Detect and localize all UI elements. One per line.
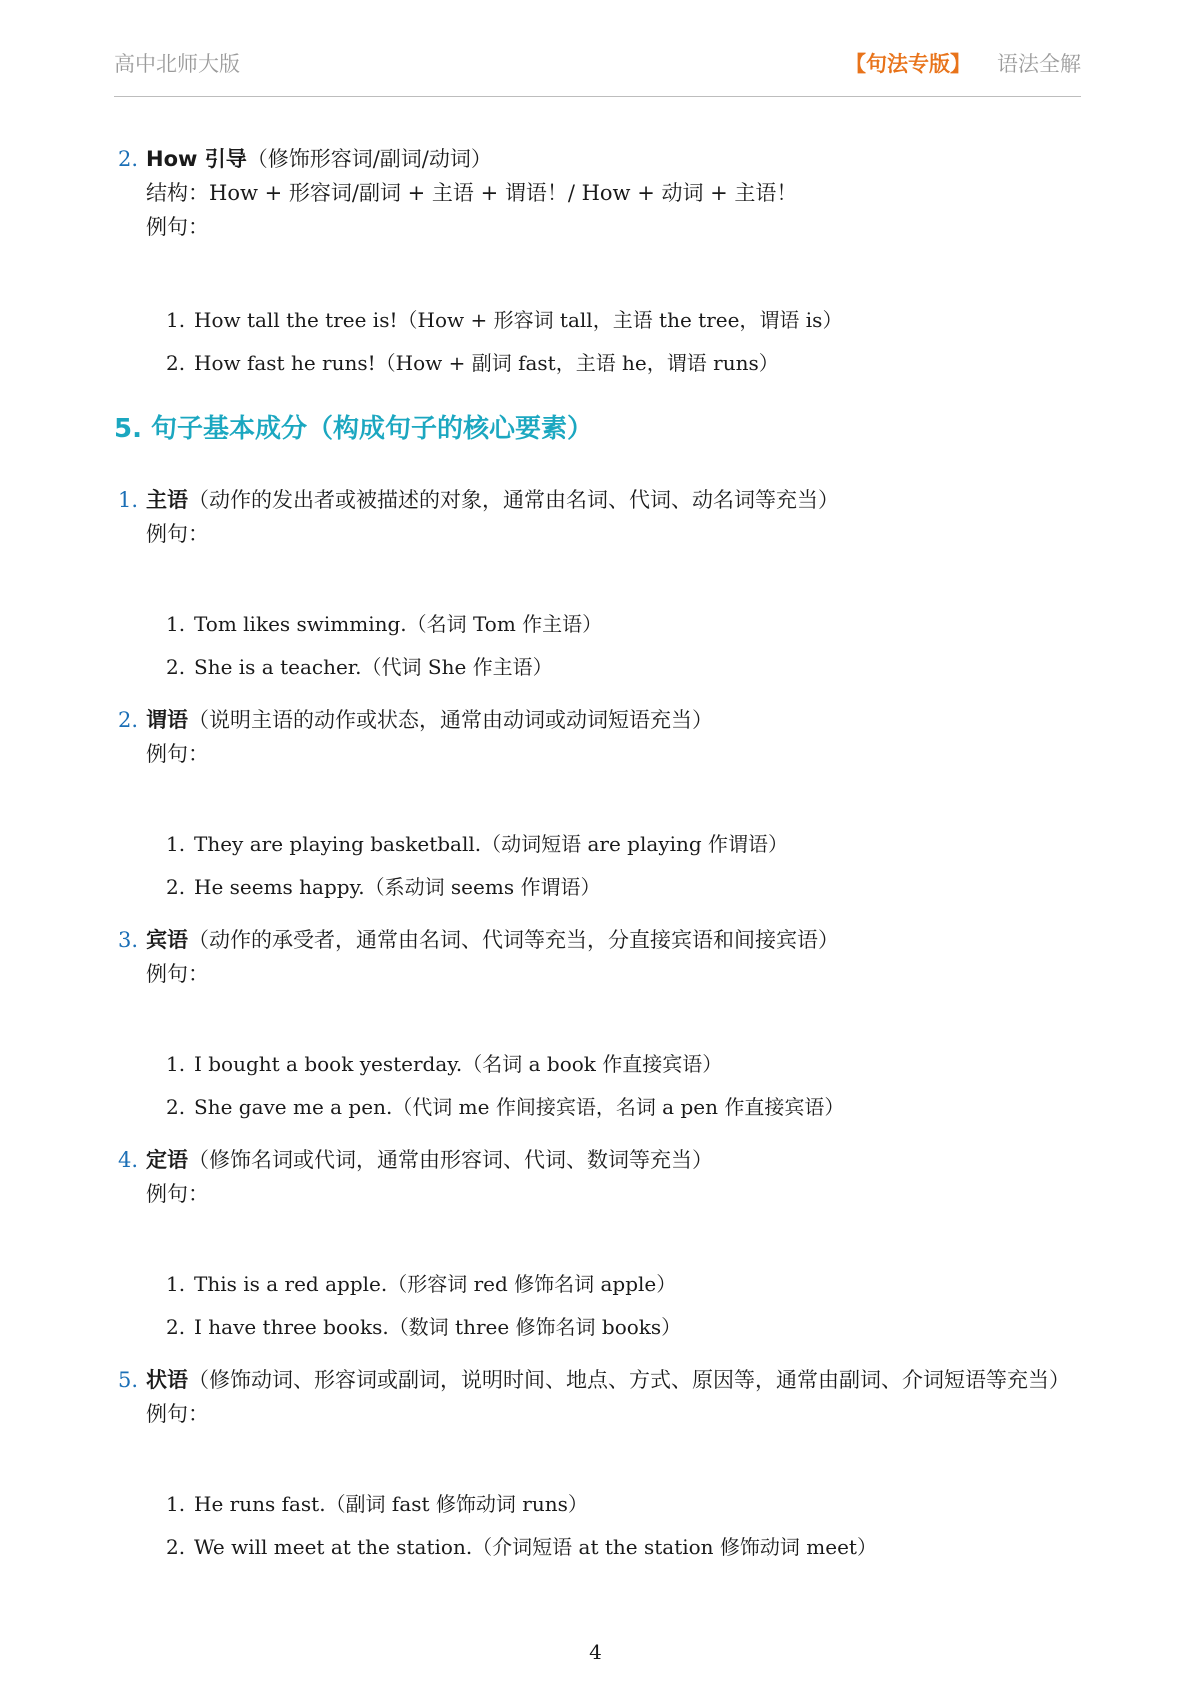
section-title: 5. 句子基本成分（构成句子的核心要素）: [114, 414, 594, 444]
item-number: 1.: [118, 488, 139, 512]
example-number: 2.: [166, 1095, 186, 1119]
header-tag: 【句法专版】: [845, 52, 971, 76]
example-label: 例句：: [146, 962, 209, 986]
item-desc: （动作的发出者或被描述的对象，通常由名词、代词、动名词等充当）: [188, 488, 839, 512]
page-number: 4: [589, 1640, 602, 1664]
example-label: 例句：: [146, 742, 209, 766]
how-examples: [166, 299, 1101, 385]
example-number: 2.: [166, 351, 186, 375]
example-number: 1.: [166, 612, 186, 636]
examples-list: [166, 823, 1101, 909]
example-number: 1.: [166, 832, 186, 856]
item-term: 宾语: [146, 928, 188, 952]
example-text: We will meet at the station.（介词短语 at the station 修饰动词 meet）: [194, 1535, 877, 1559]
item-title: [118, 1143, 1101, 1177]
example-label: 例句：: [146, 1402, 209, 1426]
example-item: [166, 646, 1101, 689]
item-term: 谓语: [146, 708, 188, 732]
example-number: 1.: [166, 1052, 186, 1076]
example-number: 1.: [166, 308, 186, 332]
example-item: [166, 866, 1101, 909]
example-item: [166, 299, 1101, 342]
example-text: She is a teacher.（代词 She 作主语）: [194, 655, 553, 679]
example-number: 2.: [166, 875, 186, 899]
examples-list: [166, 603, 1101, 689]
item-number: 5.: [118, 1368, 139, 1392]
example-label: 例句：: [146, 215, 209, 239]
item-number: 2.: [118, 708, 139, 732]
example-number: 2.: [166, 655, 186, 679]
example-number: 2.: [166, 1315, 186, 1339]
example-text: I bought a book yesterday.（名词 a book 作直接宾语）: [194, 1052, 723, 1076]
item-title: [118, 1363, 1101, 1397]
item-desc: （修饰形容词/副词/动词）: [246, 147, 492, 171]
header-subtitle: 语法全解: [997, 52, 1081, 76]
example-number: 2.: [166, 1535, 186, 1559]
item-term: 定语: [146, 1148, 188, 1172]
example-text: He runs fast.（副词 fast 修饰动词 runs）: [194, 1492, 588, 1516]
page-header: [114, 44, 1081, 97]
how-item: [118, 142, 1101, 244]
item-term: 状语: [146, 1368, 188, 1392]
example-text: He seems happy.（系动词 seems 作谓语）: [194, 875, 601, 899]
item-term: 主语: [146, 488, 188, 512]
structure-line: 结构：How + 形容词/副词 + 主语 + 谓语！/ How + 动词 + 主语！: [146, 181, 798, 205]
example-number: 1.: [166, 1272, 186, 1296]
example-item: [166, 342, 1101, 385]
item-desc: （动作的承受者，通常由名词、代词等充当，分直接宾语和间接宾语）: [188, 928, 839, 952]
example-item: [166, 603, 1101, 646]
component-item: [118, 1143, 1101, 1211]
item-title: [118, 142, 1101, 176]
item-desc: （说明主语的动作或状态，通常由动词或动词短语充当）: [188, 708, 713, 732]
item-title: [118, 703, 1101, 737]
example-item: [166, 823, 1101, 866]
examples-list: [166, 1043, 1101, 1129]
example-label: 例句：: [146, 522, 209, 546]
item-term: How 引导: [146, 147, 247, 171]
example-label: 例句：: [146, 1182, 209, 1206]
example-text: She gave me a pen.（代词 me 作间接宾语，名词 a pen 作直接宾语）: [194, 1095, 845, 1119]
example-item: [166, 1483, 1101, 1526]
examples-list: [166, 1483, 1101, 1569]
example-text: How tall the tree is!（How + 形容词 tall，主语 the tree，谓语 is）: [194, 308, 843, 332]
item-desc: （修饰动词、形容词或副词，说明时间、地点、方式、原因等，通常由副词、介词短语等充当）: [188, 1368, 1070, 1392]
header-right: [845, 48, 1081, 78]
header-edition: 高中北师大版: [114, 52, 240, 76]
example-item: [166, 1306, 1101, 1349]
example-text: I have three books.（数词 three 修饰名词 books）: [194, 1315, 682, 1339]
item-desc: （修饰名词或代词，通常由形容词、代词、数词等充当）: [188, 1148, 713, 1172]
example-item: [166, 1526, 1101, 1569]
example-item: [166, 1263, 1101, 1306]
examples-list: [166, 1263, 1101, 1349]
example-text: How fast he runs!（How + 副词 fast，主语 he，谓语 runs）: [194, 351, 779, 375]
item-number: 3.: [118, 928, 139, 952]
example-number: 1.: [166, 1492, 186, 1516]
item-title: [118, 483, 1101, 517]
item-number: 4.: [118, 1148, 139, 1172]
component-item: [118, 923, 1101, 991]
example-text: Tom likes swimming.（名词 Tom 作主语）: [194, 612, 603, 636]
example-text: This is a red apple.（形容词 red 修饰名词 apple）: [194, 1272, 677, 1296]
item-number: 2.: [118, 147, 139, 171]
component-item: [118, 1363, 1101, 1431]
item-title: [118, 923, 1101, 957]
example-item: [166, 1086, 1101, 1129]
example-item: [166, 1043, 1101, 1086]
example-text: They are playing basketball.（动词短语 are playing 作谓语）: [194, 832, 789, 856]
component-item: [118, 483, 1101, 551]
component-item: [118, 703, 1101, 771]
